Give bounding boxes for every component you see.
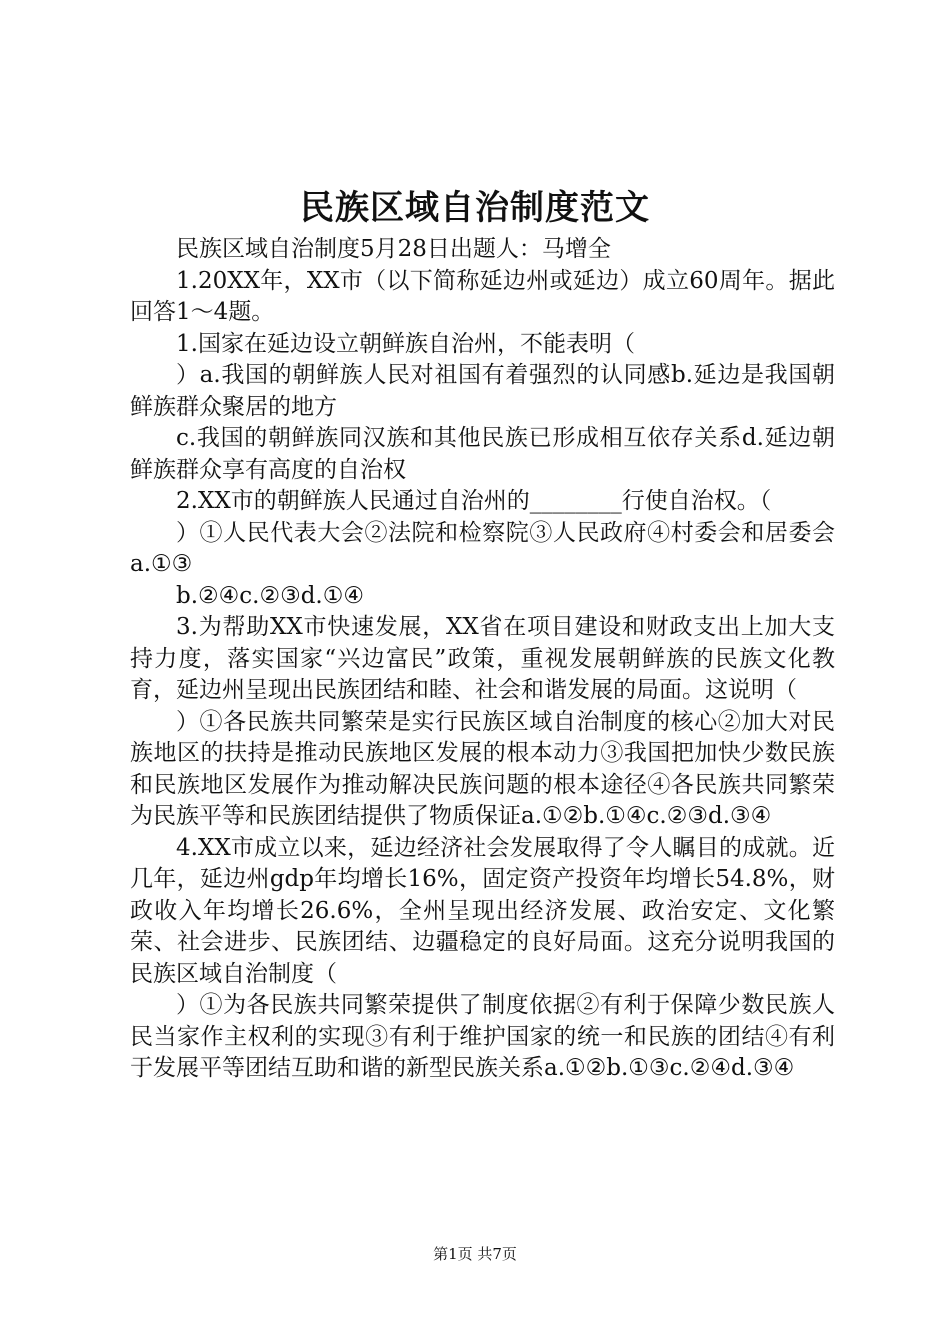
paragraph: c.我国的朝鲜族同汉族和其他民族已形成相互依存关系d.延边朝鲜族群众享有高度的自治权 [130,425,835,483]
paragraph: 3.为帮助XX市快速发展，XX省在项目建设和财政支出上加大支持力度，落实国家“兴边富民”政策，重视发展朝鲜族的民族文化教育，延边州呈现出民族团结和睦、社会和谐发展的局面。这说明（ [130,614,835,703]
document-title: 民族区域自治制度范文 [300,188,650,228]
paragraph: 1.20XX年，XX市（以下简称延边州或延边）成立60周年。据此回答1～4题。 [130,267,835,325]
page-footer: 第1页 共7页 [433,1245,517,1263]
paragraph: 1.国家在延边设立朝鲜族自治州，不能表明（ [176,330,635,357]
paragraph: 民族区域自治制度5月28日出题人：马增全 [176,236,611,262]
paragraph: ）a.我国的朝鲜族人民对祖国有着强烈的认同感b.延边是我国朝鲜族群众聚居的地方 [130,362,835,420]
paragraph: ）①人民代表大会②法院和检察院③人民政府④村委会和居委会a.①③ [130,519,835,577]
paragraph: ）①各民族共同繁荣是实行民族区域自治制度的核心②加大对民族地区的扶持是推动民族地区发展的根本动力③我国把加快少数民族和民族地区发展作为推动解决民族问题的根本途径④各民族共同繁荣为民族平等和民族团结提供了物质保证a.①②b.①④c.②③d.③④ [130,708,835,829]
document-body [130,234,835,1085]
paragraph: b.②④c.②③d.①④ [176,582,364,609]
paragraph: 2.XX市的朝鲜族人民通过自治州的________行使自治权。（ [176,488,772,514]
paragraph: ）①为各民族共同繁荣提供了制度依据②有利于保障少数民族人民当家作主权利的实现③有利于维护国家的统一和民族的团结④有利于发展平等团结互助和谐的新型民族关系a.①②b.①③c.②④d.③④ [130,992,835,1081]
paragraph: 4.XX市成立以来，延边经济社会发展取得了令人瞩目的成就。近几年，延边州gdp年均增长16%，固定资产投资年均增长54.8%，财政收入年均增长26.6%，全州呈现出经济发展、政治安定、文化繁荣、社会进步、民族团结、边疆稳定的良好局面。这充分说明我国的民族区域自治制度（ [130,834,835,987]
